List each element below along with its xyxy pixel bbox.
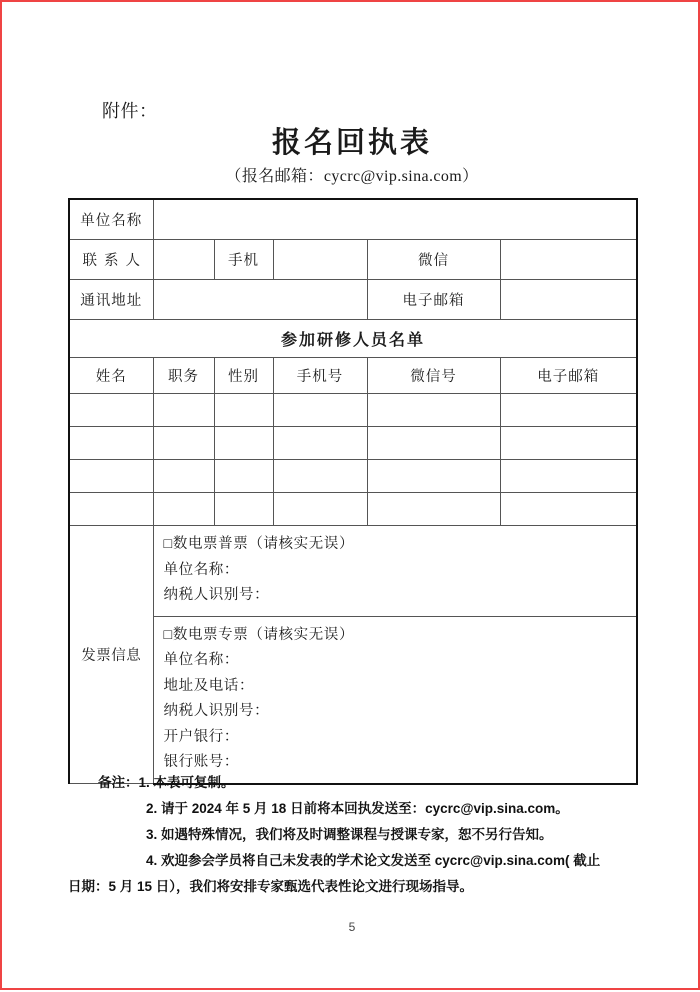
invoice-special-title-line[interactable]: [164, 623, 637, 649]
table-row-participants-title: [69, 320, 637, 358]
note-item: [68, 770, 636, 796]
address-input-cell[interactable]: [153, 280, 367, 320]
address-label: 通讯地址: [69, 280, 153, 320]
invoice-special-address-phone-field[interactable]: 地址及电话：: [163, 677, 255, 694]
participant-position-cell[interactable]: [153, 394, 214, 427]
participant-position-cell[interactable]: [153, 427, 214, 460]
invoice-special-block: [153, 616, 637, 784]
participant-mobile-cell[interactable]: [273, 460, 367, 493]
column-header-gender: 性别: [214, 358, 273, 394]
table-row: [69, 493, 637, 526]
participant-wechat-cell[interactable]: [367, 493, 500, 526]
contact-person-label: 联系人: [69, 240, 153, 280]
note-item-continued: 日期：5 月 15 日），我们将安排专家甄选代表性论文进行现场指导。: [68, 879, 474, 894]
participant-email-cell[interactable]: [500, 427, 637, 460]
table-row-contact: [69, 240, 637, 280]
invoice-general-taxid-field[interactable]: 纳税人识别号：: [163, 587, 270, 603]
invoice-special-bank-field[interactable]: 开户银行：: [163, 728, 239, 745]
participant-name-cell[interactable]: [69, 460, 153, 493]
column-header-wechat: 微信号: [367, 358, 500, 394]
wechat-label: 微信: [367, 240, 500, 280]
email-label: 电子邮箱: [367, 280, 500, 320]
participant-gender-cell[interactable]: [214, 460, 273, 493]
invoice-general-block: [153, 526, 637, 617]
participant-position-cell[interactable]: [153, 493, 214, 526]
unit-name-label: 单位名称: [69, 199, 153, 240]
invoice-special-account-field[interactable]: 银行账号：: [163, 754, 239, 770]
registration-email-subtitle: （报名邮箱：cycrc@vip.sina.com）: [225, 168, 479, 185]
participant-wechat-cell[interactable]: [367, 394, 500, 427]
notes-label: 备注：: [98, 775, 139, 790]
invoice-info-label: 发票信息: [69, 526, 153, 784]
mobile-label: 手机: [214, 240, 273, 280]
invoice-special-taxid-field[interactable]: 纳税人识别号：: [163, 703, 270, 719]
table-row: [69, 427, 637, 460]
registration-form-table: [68, 198, 638, 785]
invoice-general-unit-name-field[interactable]: 单位名称：: [163, 561, 239, 578]
participant-gender-cell[interactable]: [214, 493, 273, 526]
participant-email-cell[interactable]: [500, 394, 637, 427]
checkbox-icon[interactable]: □: [163, 626, 173, 643]
invoice-special-title: 数电票专票（请核实无误）: [172, 626, 355, 643]
participant-wechat-cell[interactable]: [367, 427, 500, 460]
mobile-input-cell[interactable]: [273, 240, 367, 280]
participant-name-cell[interactable]: [69, 427, 153, 460]
email-input-cell[interactable]: [500, 280, 637, 320]
table-row-invoice-general: [69, 526, 637, 617]
participants-section-title: 参加研修人员名单: [69, 320, 637, 358]
note-item: 3. 如遇特殊情况，我们将及时调整课程与授课专家，恕不另行告知。: [146, 827, 553, 842]
table-row-unit-name: [69, 199, 637, 240]
page-title: 报名回执表: [271, 127, 432, 159]
attachment-label: 附件：: [102, 101, 158, 121]
invoice-general-title-line[interactable]: [164, 532, 637, 558]
notes-section: [68, 770, 636, 900]
contact-person-input-cell[interactable]: [153, 240, 214, 280]
column-header-name: 姓名: [69, 358, 153, 394]
participant-mobile-cell[interactable]: [273, 394, 367, 427]
note-item: 4. 欢迎参会学员将自己未发表的学术论文发送至 cycrc@vip.sina.com( 截止: [146, 853, 601, 868]
table-row-participants-header: [69, 358, 637, 394]
page-number: 5: [348, 920, 356, 934]
unit-name-input-cell[interactable]: [153, 199, 637, 240]
participant-position-cell[interactable]: [153, 460, 214, 493]
note-item: 2. 请于 2024 年 5 月 18 日前将本回执发送至：cycrc@vip.sina.com。: [146, 801, 569, 816]
participant-mobile-cell[interactable]: [273, 493, 367, 526]
participant-email-cell[interactable]: [500, 493, 637, 526]
invoice-general-title: 数电票普票（请核实无误）: [172, 536, 355, 552]
wechat-input-cell[interactable]: [500, 240, 637, 280]
document-sheet: [2, 2, 700, 992]
column-header-mobile: 手机号: [273, 358, 367, 394]
table-row-invoice-special: [69, 616, 637, 784]
participant-wechat-cell[interactable]: [367, 460, 500, 493]
column-header-email: 电子邮箱: [500, 358, 637, 394]
column-header-position: 职务: [153, 358, 214, 394]
table-row: [69, 460, 637, 493]
note-item-text: 1. 本表可复制。: [138, 775, 235, 790]
participant-name-cell[interactable]: [69, 394, 153, 427]
table-row: [69, 394, 637, 427]
participant-gender-cell[interactable]: [214, 427, 273, 460]
table-row-address: [69, 280, 637, 320]
participant-mobile-cell[interactable]: [273, 427, 367, 460]
participant-email-cell[interactable]: [500, 460, 637, 493]
checkbox-icon[interactable]: □: [163, 536, 173, 552]
participant-name-cell[interactable]: [69, 493, 153, 526]
participant-gender-cell[interactable]: [214, 394, 273, 427]
invoice-special-unit-name-field[interactable]: 单位名称：: [163, 652, 239, 668]
